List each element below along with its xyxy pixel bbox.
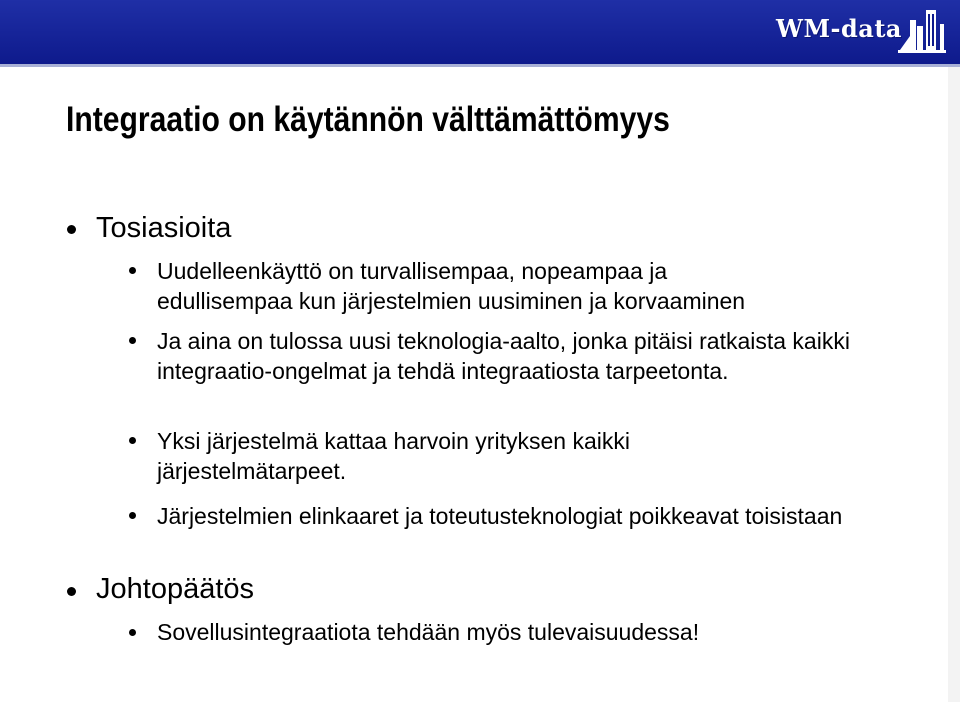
bullet-technology-wave: Ja aina on tulossa uusi teknologia-aalto, jonka pitäisi ratkaista kaikki integraatio-ongelmat ja tehdä integraatiosta tarpeetonta.	[157, 328, 850, 384]
bullet-dot-icon	[67, 587, 76, 596]
bullet-dot-icon	[129, 267, 136, 274]
section-heading-johtopaatos: Johtopäätös	[96, 573, 255, 605]
section-heading-tosiasioita: Tosiasioita	[96, 212, 232, 244]
bullet-dot-icon	[129, 512, 136, 519]
bullet-lifecycles: Järjestelmien elinkaaret ja toteutusteknologiat poikkeavat toisistaan	[157, 503, 843, 529]
bullet-one-system: Yksi järjestelmä kattaa harvoin yrityksen kaikki järjestelmätarpeet.	[157, 428, 630, 484]
slide-title: Integraatio on käytännön välttämättömyys	[66, 100, 670, 139]
logo-text: WM-data	[776, 14, 902, 43]
bullet-dot-icon	[129, 437, 136, 444]
bullet-dot-icon	[129, 629, 136, 636]
bullet-conclusion: Sovellusintegraatiota tehdään myös tulevaisuudessa!	[157, 619, 700, 645]
bullet-reuse: Uudelleenkäyttö on turvallisempaa, nopeampaa ja edullisempaa kun järjestelmien uusiminen ja korvaaminen	[157, 258, 746, 314]
bullet-dot-icon	[67, 225, 76, 234]
bullet-dot-icon	[129, 337, 136, 344]
